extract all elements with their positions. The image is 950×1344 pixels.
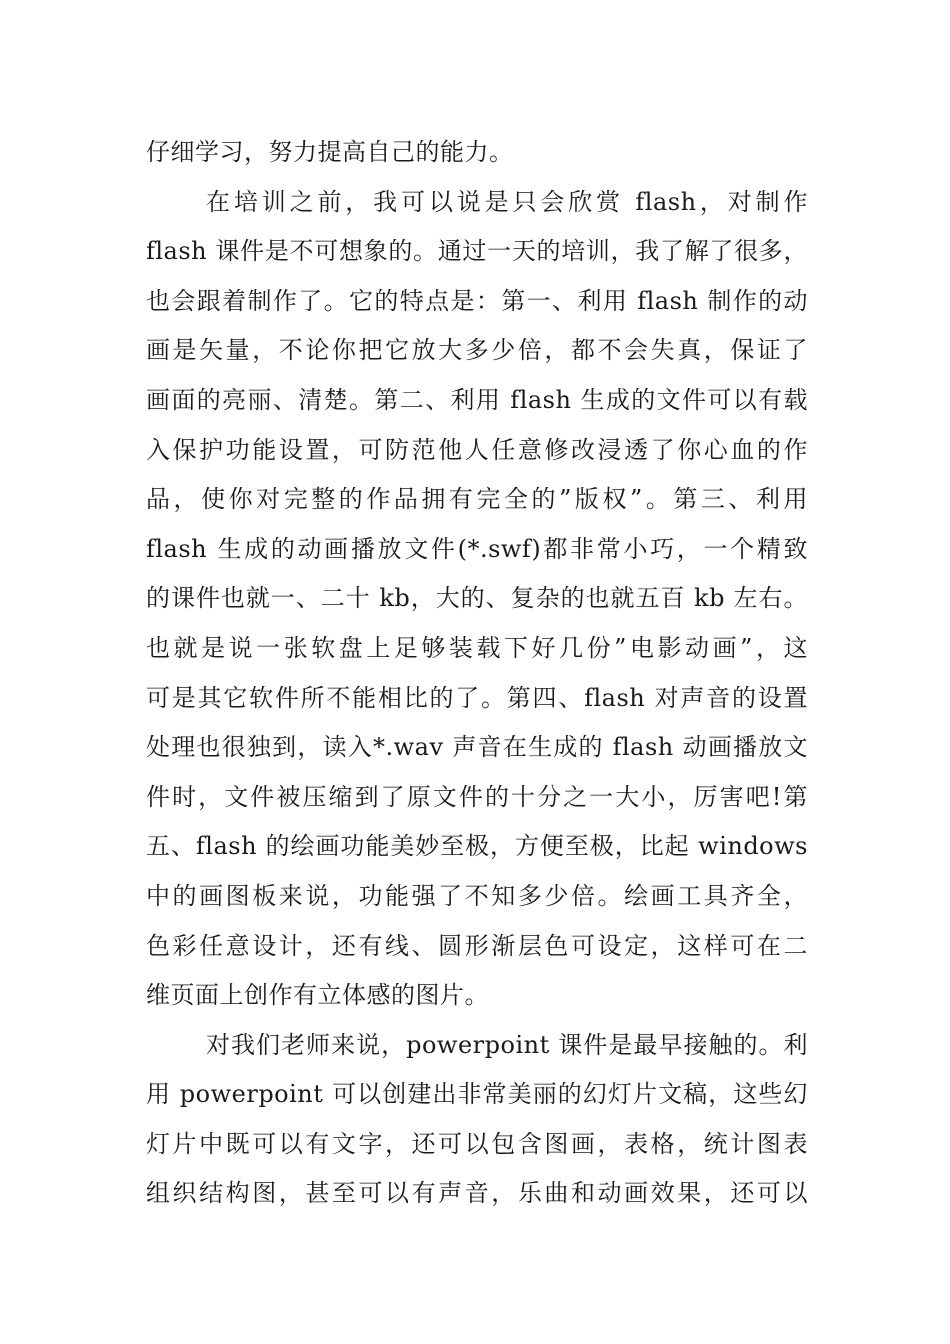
text-line: 品，使你对完整的作品拥有完全的”版权”。第三、利用 (146, 485, 808, 514)
text-line: 的课件也就一、二十 kb，大的、复杂的也就五百 kb 左右。 (146, 584, 808, 613)
text-line: 处理也很独到，读入*.wav 声音在生成的 flash 动画播放文 (146, 733, 808, 762)
text-line: 色彩任意设计，还有线、圆形渐层色可设定，这样可在二 (146, 931, 808, 960)
text-line: 画是矢量，不论你把它放大多少倍，都不会失真，保证了 (146, 336, 808, 365)
text-line: 灯片中既可以有文字，还可以包含图画，表格，统计图表 (146, 1129, 808, 1158)
text-line: flash 课件是不可想象的。通过一天的培训，我了解了很多， (146, 237, 808, 266)
text-line: 仔细学习，努力提高自己的能力。 (146, 138, 514, 166)
body-text (146, 128, 808, 1219)
text-line: 可是其它软件所不能相比的了。第四、flash 对声音的设置 (146, 683, 808, 712)
text-line: 五、flash 的绘画功能美妙至极，方便至极，比起 windows (146, 832, 808, 861)
text-line: flash 生成的动画播放文件(*.swf)都非常小巧，一个精致 (146, 534, 808, 563)
text-line: 组织结构图，甚至可以有声音，乐曲和动画效果，还可以 (146, 1179, 808, 1208)
text-line: 入保护功能设置，可防范他人任意修改浸透了你心血的作 (146, 435, 808, 464)
text-line: 用 powerpoint 可以创建出非常美丽的幻灯片文稿，这些幻 (146, 1080, 808, 1109)
text-line: 画面的亮丽、清楚。第二、利用 flash 生成的文件可以有载 (146, 385, 808, 414)
text-line: 维页面上创作有立体感的图片。 (146, 981, 489, 1010)
text-line: 也就是说一张软盘上足够装载下好几份”电影动画”，这 (146, 633, 808, 662)
paragraph-start-line: 在培训之前，我可以说是只会欣赏 flash，对制作 (206, 187, 808, 216)
text-line: 件时，文件被压缩到了原文件的十分之一大小，厉害吧!第 (146, 782, 808, 811)
text-line: 也会跟着制作了。它的特点是：第一、利用 flash 制作的动 (146, 286, 808, 315)
paragraph-start-line: 对我们老师来说，powerpoint 课件是最早接触的。利 (206, 1030, 808, 1059)
text-line: 中的画图板来说，功能强了不知多少倍。绘画工具齐全， (146, 881, 808, 910)
